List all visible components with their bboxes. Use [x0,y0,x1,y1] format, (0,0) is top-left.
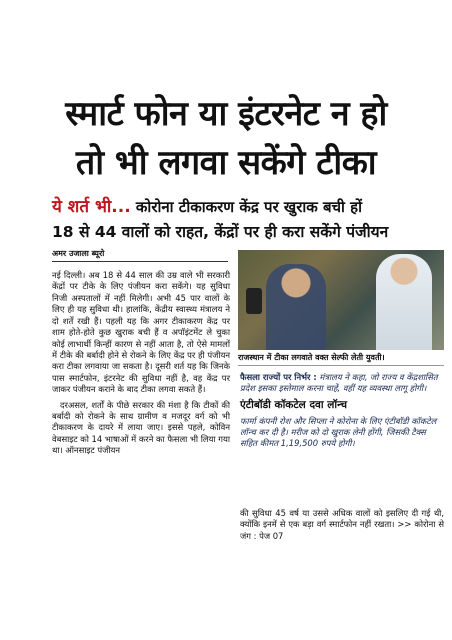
sidebar-subhead: एंटीबॉडी कॉकटेल दवा लॉन्च [240,398,348,411]
sidebar-note-1-lead: फैसला राज्यों पर निर्भर : [240,372,317,382]
sidebar-note-1 [240,372,444,394]
deck-line-1 [52,196,444,218]
headline-line-2: तो भी लगवा सकेंगे टीका [75,143,377,183]
woman-figure [266,264,326,350]
sidebar-box [240,372,444,453]
article-column-1 [52,270,230,461]
headline-line-1: स्मार्ट फोन या इंटरनेट न हो [65,94,387,134]
article-paragraph-1: नई दिल्ली। अब 18 से 44 साल की उम्र वाले भी सरकारी केंद्रों पर टीके के लिए पंजीयन करा सकेंगे। यह सुविधा निजी अस्पतालों में नहीं मिलेगी। अभी 45 पार वालों के लिए ही यह सुविधा थी। हालांकि, केंद्रीय स्वास्थ्य मंत्रालय ने दो शर्तें रखी हैं। पहली यह कि अगर टीकाकरण केंद्र पर शाम होते-होते कुछ खुराक बची हैं व अपॉइंटमेंट ले चुका कोई लाभार्थी किन्हीं कारण से नहीं आता है, तो ऐसे मामलों में टीके की बर्बादी होने से रोकने के लिए केंद्र पर ही पंजीयन करा टीका लगवाया जा सकता है। दूसरी शर्त यह कि जिनके पास स्मार्टफोन, इंटरनेट की सुविधा नहीं है, वह केंद्र पर जाकर पंजीयन कराने के बाद टीका लगवा सकते हैं। [52,270,230,395]
health-worker-figure [376,254,432,350]
photo-caption: राजस्थान में टीका लगवाते वक्त सेल्फी लेती युवती। [238,352,444,366]
phone-shape [246,288,262,314]
byline: अमर उजाला ब्यूरो [52,248,228,262]
article-column-2: की सुविधा 45 वर्ष या उससे अधिक वालों को इसलिए दी गई थी, क्योंकि इनमें से एक बड़ा वर्ग स्मार्टफोन नहीं रखता। >> कोरोना से जंग : पेज 07 [240,508,444,541]
sidebar-note-1-text: मंत्रालय ने कहा, जो राज्य व केंद्रशासित प्रदेश इसका इस्तेमाल करना चाहें, वहीं यह व्यवस्था लागू होगी। [240,372,438,393]
article-paragraph-2: दरअसल, शर्तों के पीछे सरकार की मंशा है कि टीकों की बर्बादी को रोकने के साथ ग्रामीण व मजदूर वर्ग को भी टीकाकरण के दायरे में लाया जाए। इससे पहले, कोविन वेबसाइट को 14 भाषाओं में करने का फैसला भी लिया गया था। ऑनसाइट पंजीयन [52,399,230,456]
news-photo [238,250,444,350]
sidebar-note-2: फार्मा कंपनी रोश और सिप्ला ने कोरोना के लिए एंटीबॉडी कॉकटेल लॉन्च कर दी है। मरीज को दो खुराक लेनी होंगी, जिसकी टैक्स सहित कीमत 1,19,500 रुपये होगी। [240,415,437,448]
deck-line-1-text: कोरोना टीकाकरण केंद्र पर खुराक बची हों [130,198,363,216]
deck-kicker: ये शर्त भी... [52,197,131,217]
deck-line-2: 18 से 44 वालों को राहत, केंद्रों पर ही करा सकेंगे पंजीयन [52,223,389,241]
